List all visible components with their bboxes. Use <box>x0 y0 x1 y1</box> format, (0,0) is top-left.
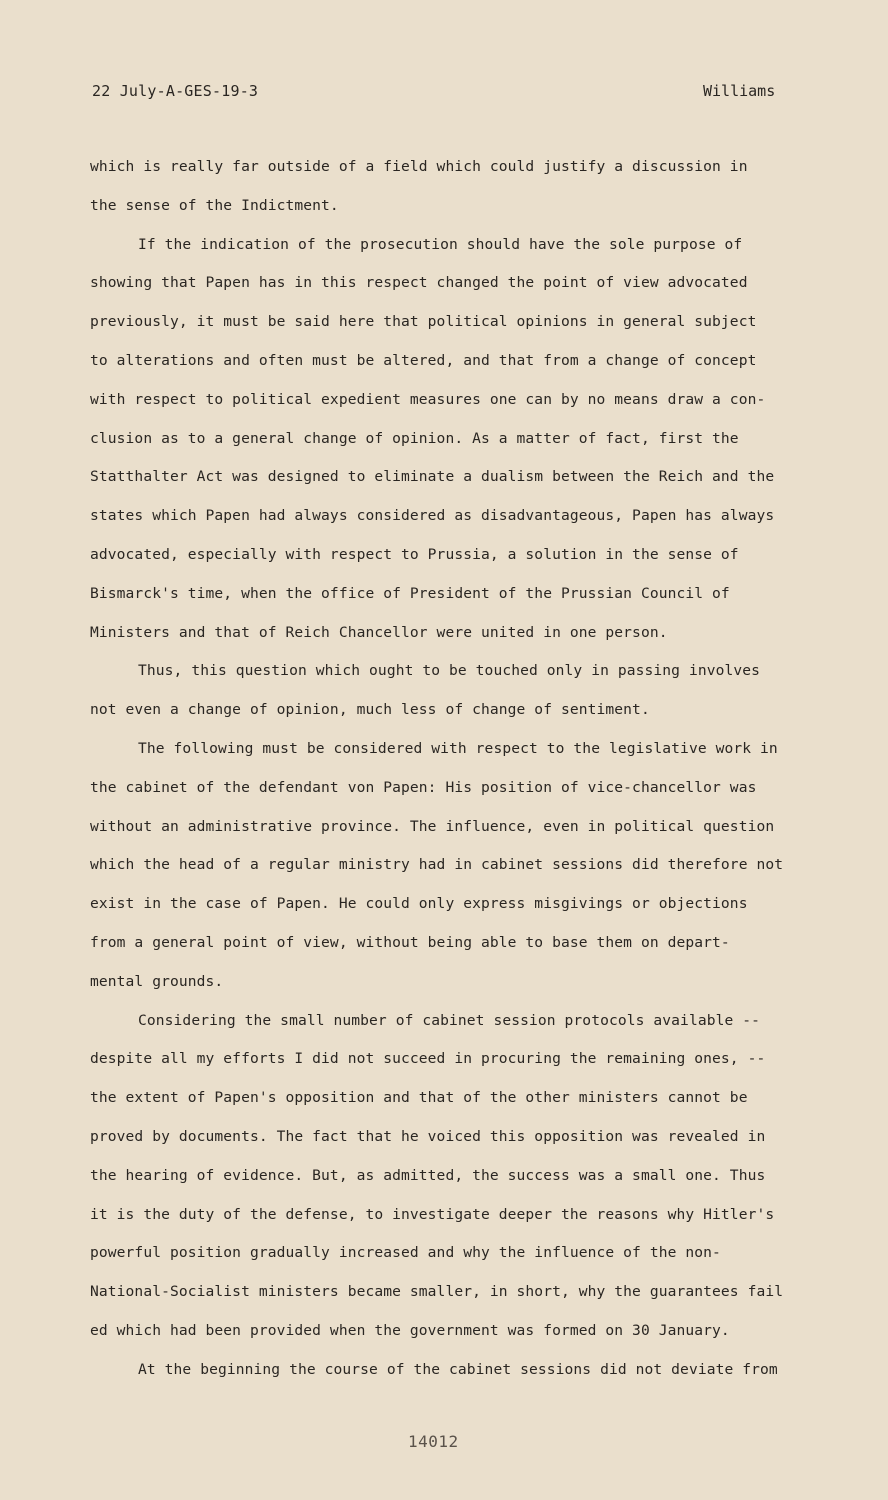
text-line: previously, it must be said here that political opinions in general subject <box>90 313 757 331</box>
text-line: Thus, this question which ought to be touched only in passing involves <box>138 662 761 680</box>
text-line: If the indication of the prosecution should have the sole purpose of <box>138 235 743 253</box>
text-line: from a general point of view, without being able to base them on depart- <box>90 934 730 951</box>
text-line: to alterations and often must be altered, and that from a change of concept <box>90 352 757 369</box>
text-line: which the head of a regular ministry had in cabinet sessions did therefore not <box>90 856 784 874</box>
text-line: Ministers and that of Reich Chancellor were united in one person. <box>90 623 668 641</box>
text-line: Bismarck's time, when the office of President of the Prussian Council of <box>90 584 730 602</box>
text-line: showing that Papen has in this respect changed the point of view advocated <box>90 274 748 292</box>
text-line: not even a change of opinion, much less of change of sentiment. <box>90 701 650 719</box>
speaker-name: Williams <box>703 82 776 100</box>
text-line: At the beginning the course of the cabinet sessions did not deviate from <box>138 1360 778 1378</box>
text-line: ed which had been provided when the government was formed on 30 January. <box>90 1322 730 1339</box>
text-line: proved by documents. The fact that he voiced this opposition was revealed in <box>90 1128 766 1145</box>
text-line: it is the duty of the defense, to investigate deeper the reasons why Hitler's <box>90 1205 775 1223</box>
text-line: Considering the small number of cabinet session protocols available -- <box>138 1011 761 1029</box>
text-line: The following must be considered with respect to the legislative work in <box>138 740 778 757</box>
text-line: states which Papen had always considered as disadvantageous, Papen has always <box>90 507 775 525</box>
text-line: the cabinet of the defendant von Papen: His position of vice-chancellor was <box>90 778 757 796</box>
page-number: 14012 <box>408 1432 459 1451</box>
text-line: advocated, especially with respect to Prussia, a solution in the sense of <box>90 546 739 563</box>
text-line: National-Socialist ministers became smaller, in short, why the guarantees fail <box>90 1283 784 1301</box>
text-line: clusion as to a general change of opinion. As a matter of fact, first the <box>90 429 739 447</box>
text-line: the hearing of evidence. But, as admitted, the success was a small one. Thus <box>90 1166 766 1184</box>
text-line: which is really far outside of a field which could justify a discussion in <box>90 158 748 175</box>
text-line: powerful position gradually increased and why the influence of the non- <box>90 1244 721 1262</box>
text-line: despite all my efforts I did not succeed in procuring the remaining ones, -- <box>90 1050 766 1068</box>
text-line: mental grounds. <box>90 972 224 990</box>
text-line: Statthalter Act was designed to eliminate a dualism between the Reich and the <box>90 468 775 486</box>
document-code: 22 July-A-GES-19-3 <box>92 82 259 100</box>
text-line: the extent of Papen's opposition and that of the other ministers cannot be <box>90 1089 748 1107</box>
text-line: the sense of the Indictment. <box>90 196 339 214</box>
text-line: exist in the case of Papen. He could only express misgivings or objections <box>90 895 748 913</box>
text-line: with respect to political expedient measures one can by no means draw a con- <box>90 390 766 408</box>
text-line: without an administrative province. The influence, even in political question <box>90 817 775 835</box>
